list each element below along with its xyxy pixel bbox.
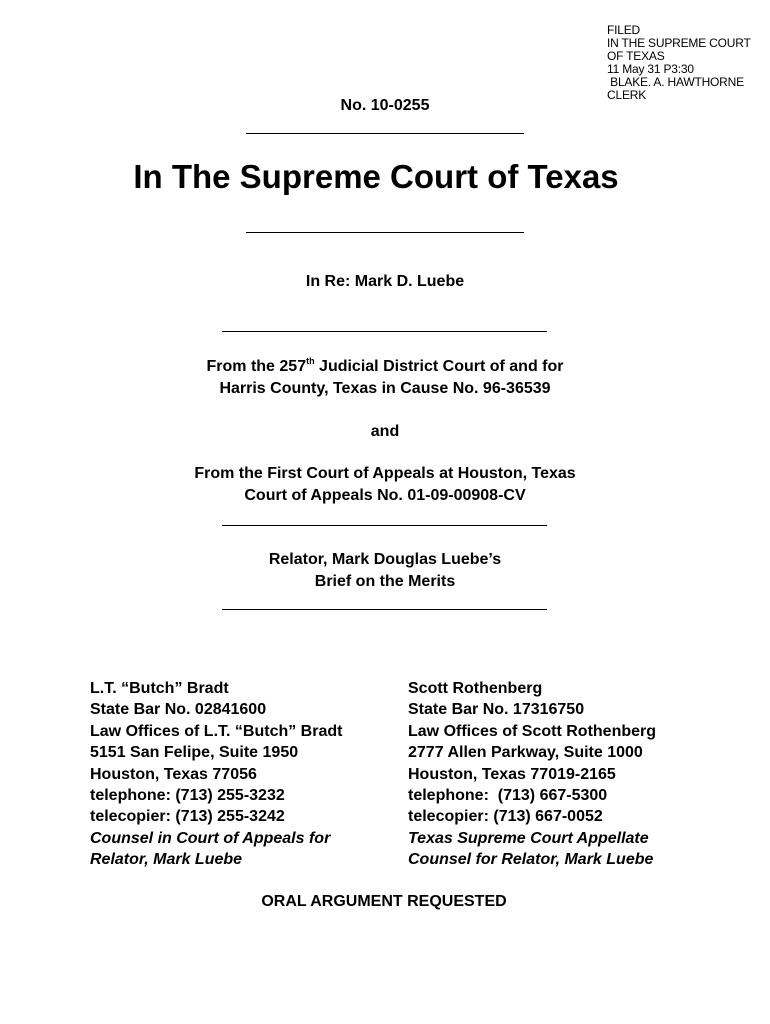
conjunction: and (370, 423, 400, 440)
stamp-line: FILED (607, 23, 641, 37)
trial-court-line-2: Harris County, Texas in Cause No. 96-36539 (219, 380, 551, 397)
appeal-court-line-1: From the First Court of Appeals at Houston, Texas (194, 465, 576, 482)
divider (222, 331, 547, 332)
counsel-name: L.T. “Butch” Bradt (90, 680, 229, 697)
counsel-role: Counsel in Court of Appeals for (90, 829, 331, 847)
appeal-court-line-2: Court of Appeals No. 01-09-00908-CV (244, 487, 526, 504)
ordinal-suffix: th (306, 356, 315, 366)
brief-title-line-1: Relator, Mark Douglas Luebe’s (268, 551, 502, 568)
counsel-firm: Law Offices of L.T. “Butch” Bradt (90, 722, 343, 740)
counsel-firm: Law Offices of Scott Rothenberg (408, 722, 657, 740)
case-number: No. 10-0255 (340, 97, 430, 114)
counsel-fax: telecopier: (713) 255-3242 (90, 808, 285, 826)
trial-court-suffix: Judicial District Court of and for (314, 358, 564, 375)
counsel-phone: telephone: (713) 667-5300 (408, 787, 608, 805)
in-re-caption: In Re: Mark D. Luebe (305, 273, 465, 290)
brief-title-line-2: Brief on the Merits (314, 573, 456, 590)
stamp-line: OF TEXAS (607, 49, 665, 63)
divider (222, 525, 547, 526)
counsel-city: Houston, Texas 77019-2165 (408, 765, 616, 783)
filing-stamp (607, 24, 751, 102)
counsel-street: 5151 San Felipe, Suite 1950 (90, 744, 299, 762)
court-title: In The Supreme Court of Texas (133, 158, 619, 195)
divider (246, 133, 524, 134)
counsel-bar-number: State Bar No. 02841600 (90, 701, 267, 719)
counsel-fax: telecopier: (713) 667-0052 (408, 808, 603, 826)
counsel-name: Scott Rothenberg (408, 680, 543, 697)
oral-argument-request: ORAL ARGUMENT REQUESTED (261, 893, 507, 910)
trial-court-line-1 (0, 358, 770, 376)
counsel-role: Texas Supreme Court Appellate (408, 829, 649, 847)
stamp-line: BLAKE. A. HAWTHORNE (607, 75, 744, 89)
counsel-street: 2777 Allen Parkway, Suite 1000 (408, 744, 643, 762)
divider (222, 609, 547, 610)
stamp-line: IN THE SUPREME COURT (607, 36, 751, 50)
divider (246, 232, 524, 233)
counsel-city: Houston, Texas 77056 (90, 765, 257, 783)
counsel-bar-number: State Bar No. 17316750 (408, 701, 585, 719)
counsel-role: Relator, Mark Luebe (90, 851, 243, 869)
trial-court-prefix: From the 257 (206, 358, 307, 375)
counsel-phone: telephone: (713) 255-3232 (90, 787, 285, 805)
counsel-block-left (90, 678, 342, 871)
stamp-line: CLERK (607, 88, 647, 102)
counsel-role: Counsel for Relator, Mark Luebe (408, 851, 654, 869)
counsel-block-right (408, 678, 656, 871)
stamp-line: 11 May 31 P3:30 (607, 62, 694, 76)
